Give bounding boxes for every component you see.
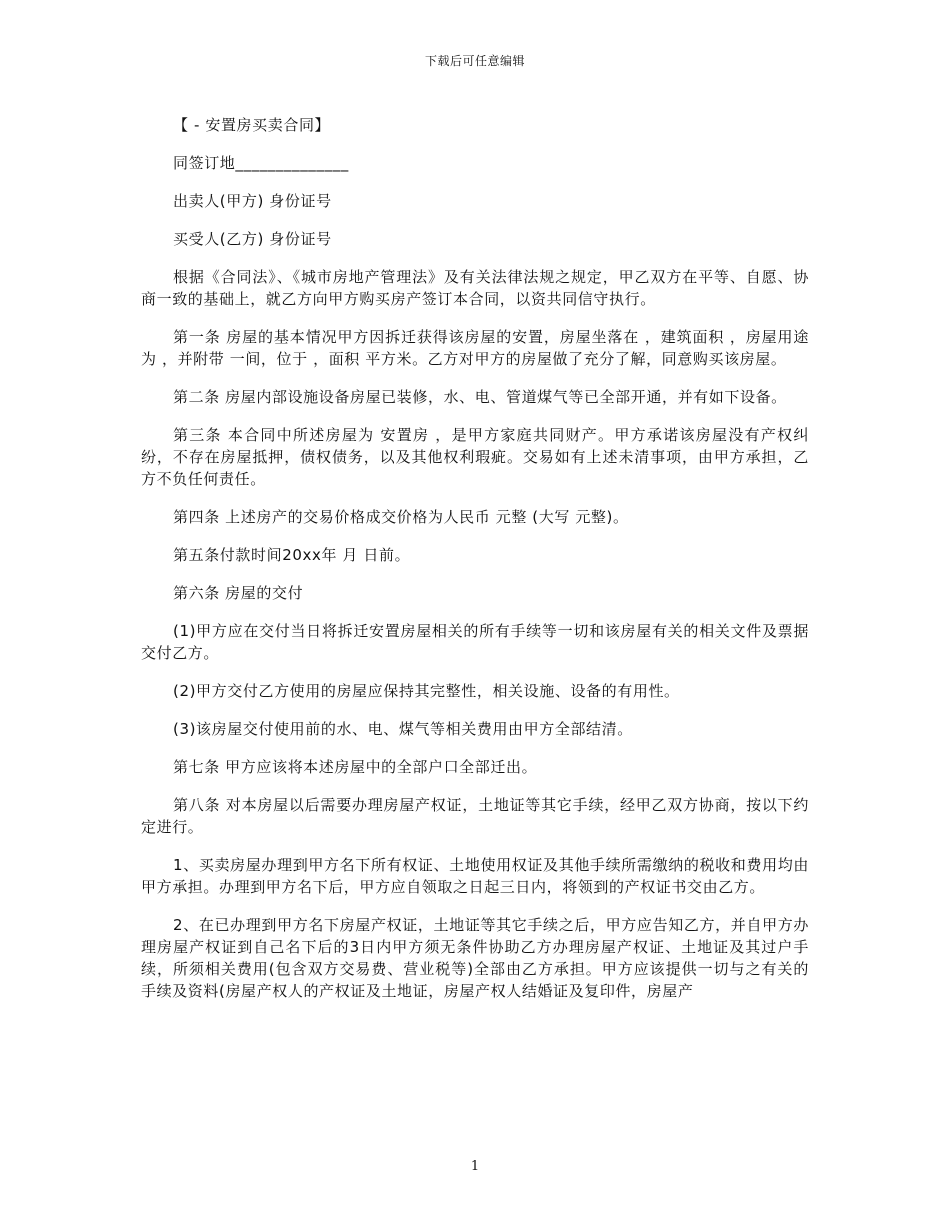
- article-5-paragraph: 第五条付款时间20xx年 月 日前。: [173, 546, 411, 564]
- article-6-item-2: (2)甲方交付乙方使用的房屋应保持其完整性，相关设施、设备的有用性。: [173, 682, 680, 700]
- document-body: [141, 114, 809, 1018]
- article-8-paragraph: 第八条 对本房屋以后需要办理房屋产权证，土地证等其它手续，经甲乙双方协商，按以下约定进行。: [141, 796, 809, 836]
- article-7-paragraph: 第七条 甲方应该将本述房屋中的全部户口全部迁出。: [173, 758, 538, 776]
- article-8-item-1: 1、买卖房屋办理到甲方名下所有权证、土地使用权证及其他手续所需缴纳的税收和费用均由甲方承担。办理到甲方名下后，甲方应自领取之日起三日内，将领到的产权证书交由乙方。: [141, 856, 809, 896]
- article-1-paragraph: 第一条 房屋的基本情况甲方因拆迁获得该房屋的安置，房屋坐落在 ，建筑面积 ，房屋用途为 ，并附带 一间，位于 ，面积 平方米。乙方对甲方的房屋做了充分了解，同意购买该房屋。: [141, 328, 809, 368]
- article-2-paragraph: 第二条 房屋内部设施设备房屋已装修，水、电、管道煤气等已全部开通，并有如下设备。: [173, 388, 787, 406]
- preamble-paragraph: 根据《合同法》、《城市房地产管理法》及有关法律法规之规定，甲乙双方在平等、自愿、协商一致的基础上，就乙方向甲方购买房产签订本合同，以资共同信守执行。: [141, 268, 809, 308]
- page-number: 1: [470, 1159, 480, 1174]
- article-6-item-3: (3)该房屋交付使用前的水、电、煤气等相关费用由甲方全部结清。: [173, 720, 633, 738]
- signing-place-line: 同签订地______________: [173, 154, 349, 172]
- article-3-paragraph: 第三条 本合同中所述房屋为 安置房 ，是甲方家庭共同财产。甲方承诺该房屋没有产权纠纷，不存在房屋抵押，债权债务，以及其他权利瑕疵。交易如有上述未清事项，由甲方承担，乙方不负任何责任。: [141, 426, 809, 488]
- buyer-line: 买受人(乙方) 身份证号: [173, 230, 332, 248]
- article-4-paragraph: 第四条 上述房产的交易价格成交价格为人民币 元整 (大写 元整)。: [173, 508, 629, 526]
- article-8-item-2: 2、在已办理到甲方名下房屋产权证，土地证等其它手续之后，甲方应告知乙方，并自甲方办理房屋产权证到自己名下后的3日内甲方须无条件协助乙方办理房屋产权证、土地证及其过户手续，所须相关费用(包含双方交易费、营业税等)全部由乙方承担。甲方应该提供一切与之有关的手续及资料(房屋产权人的产权证及土地证，房屋产权人结婚证及复印件，房屋产: [141, 916, 809, 1000]
- article-6-heading: 第六条 房屋的交付: [173, 584, 304, 602]
- seller-line: 出卖人(甲方) 身份证号: [173, 192, 332, 210]
- article-6-item-1: (1)甲方应在交付当日将拆迁安置房屋相关的所有手续等一切和该房屋有关的相关文件及票据交付乙方。: [141, 622, 809, 662]
- contract-title: 【 - 安置房买卖合同】: [173, 116, 331, 134]
- page-header: 下载后可任意编辑: [424, 54, 525, 68]
